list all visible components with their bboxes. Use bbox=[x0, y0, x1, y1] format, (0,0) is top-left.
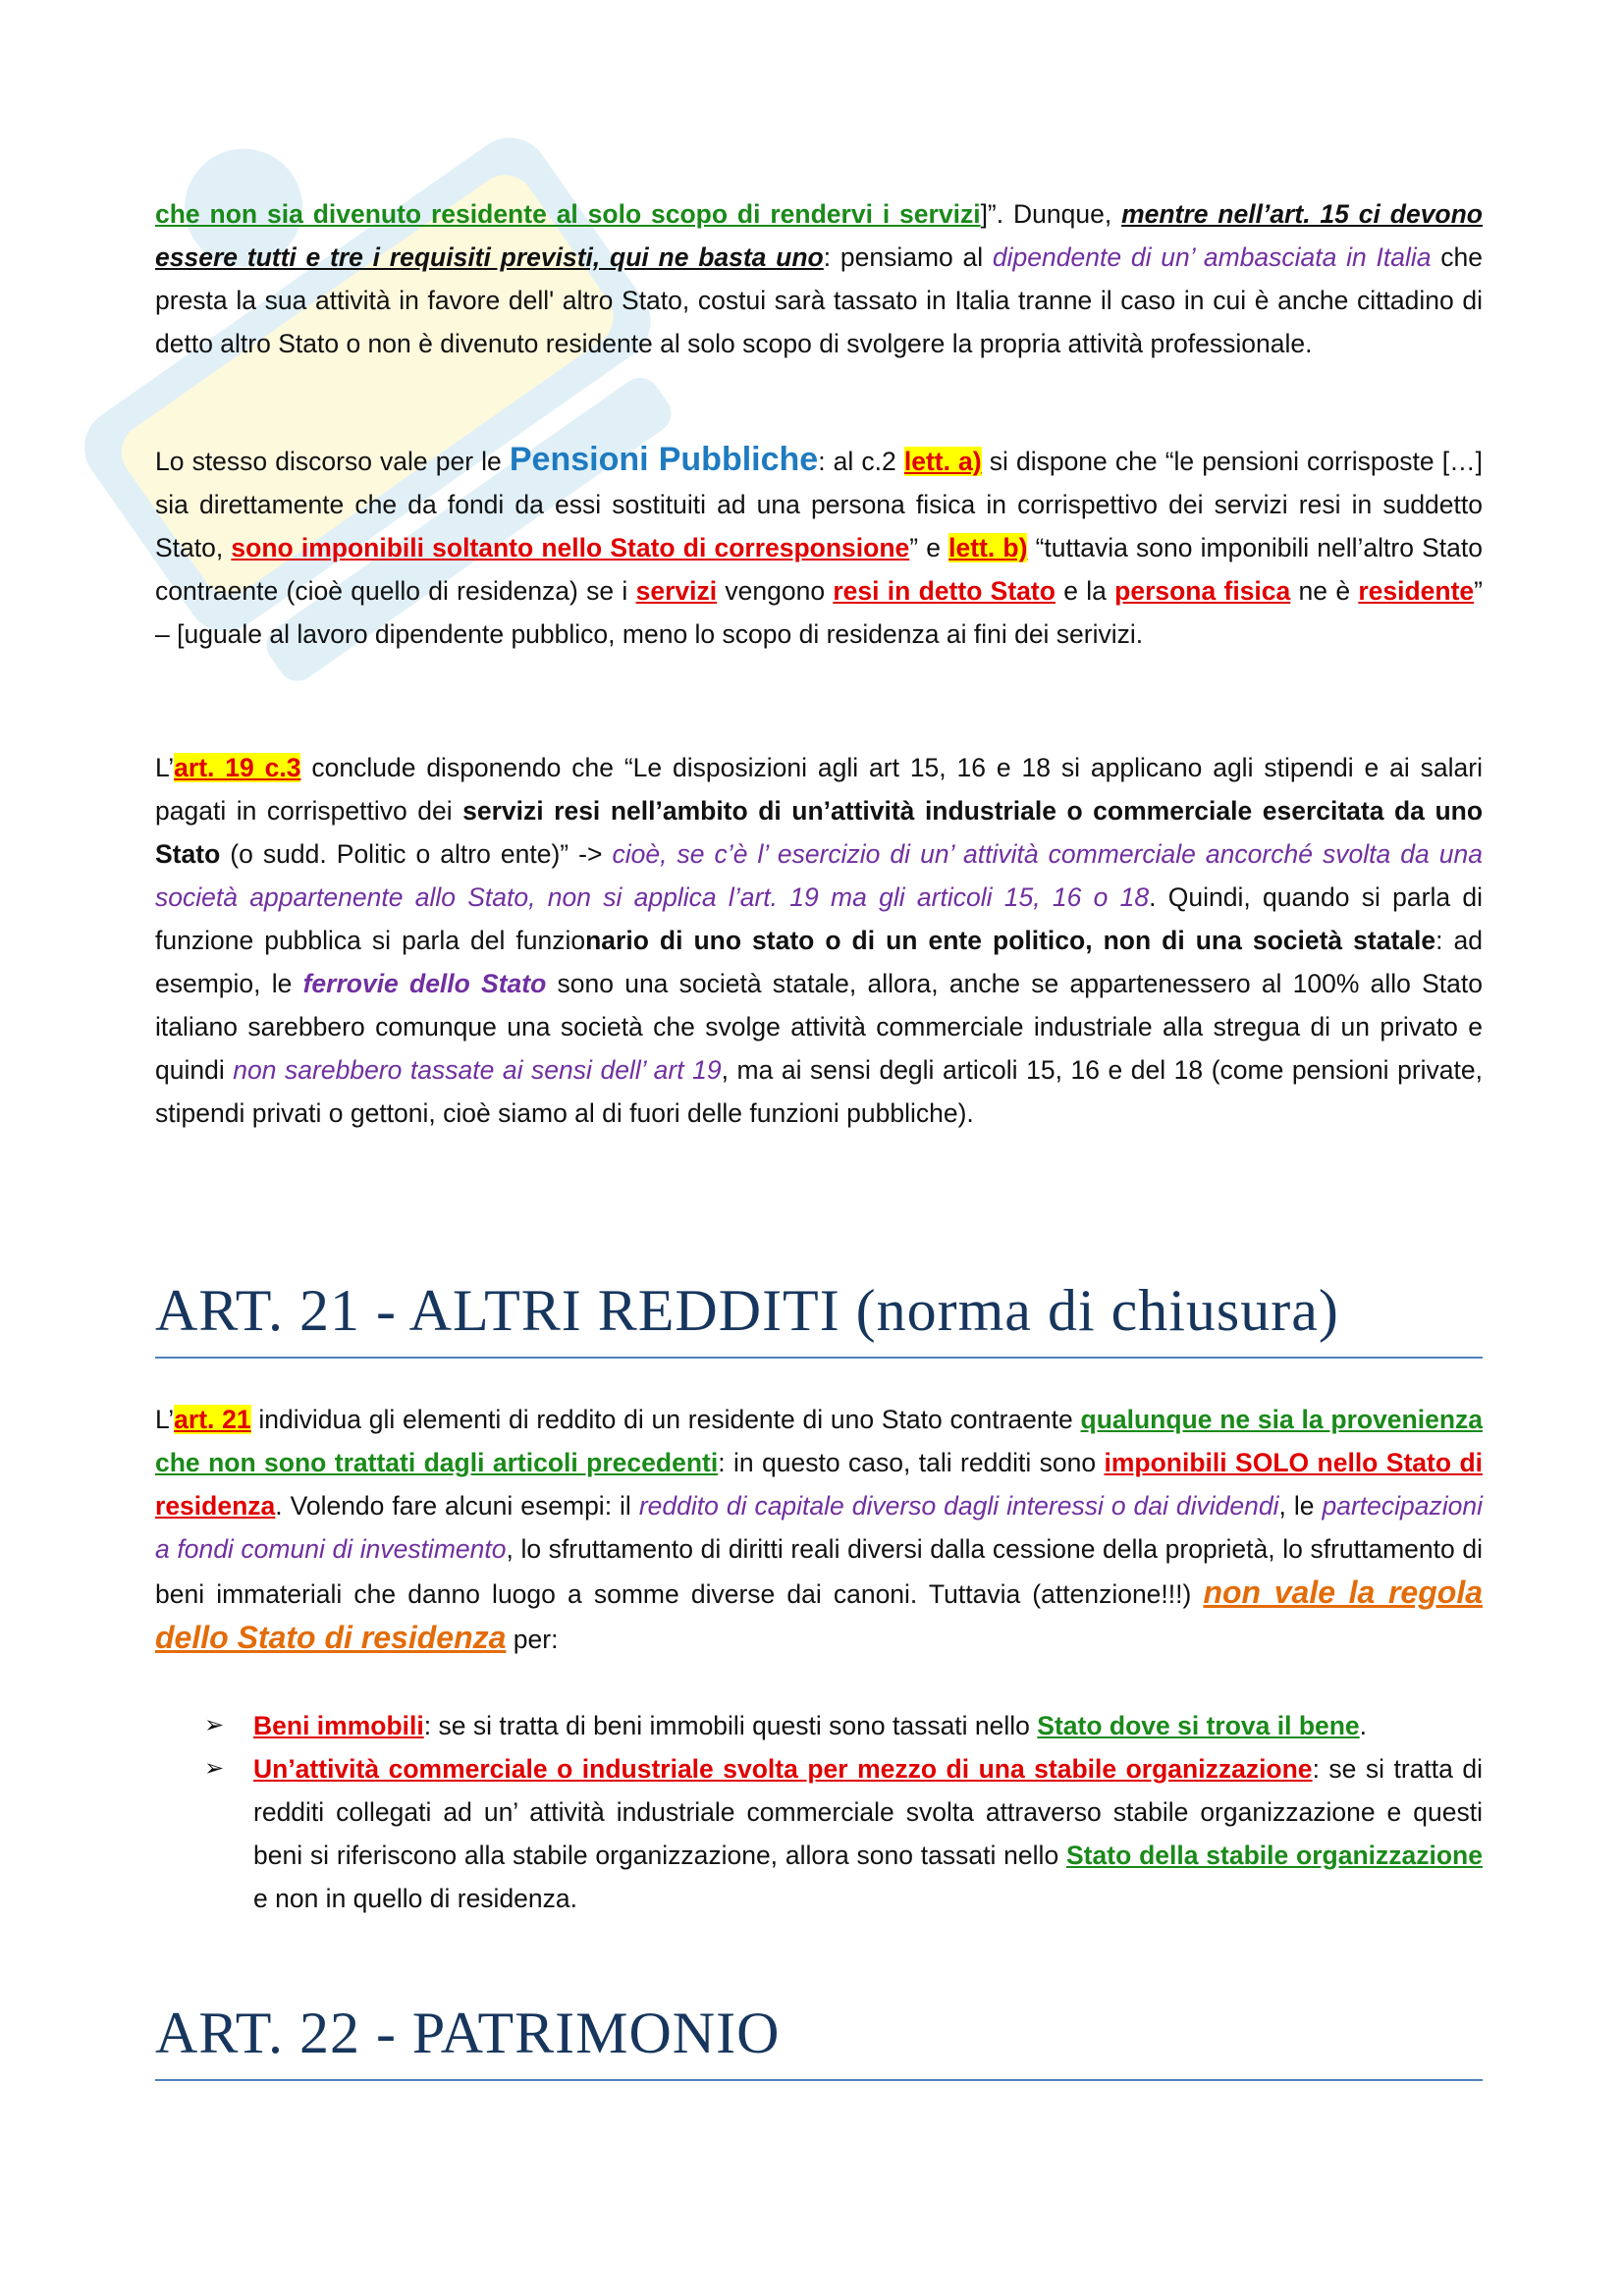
paragraph-pensioni-pubbliche: Lo stesso discorso vale per le Pensioni Pubbliche: al c.2 lett. a) si dispone che “le pensioni corrisposte […] sia direttamente che da fondi da essi sostituiti ad una persona fisica in corrispettivo dei servizi resi in suddetto Stato, sono imponibili soltanto nello Stato di corresponsione” e lett. b) “tuttavia sono imponibili nell’altro Stato contraente (cioè quello di residenza) se i servizi vengono resi in detto Stato e la persona fisica ne è residente” – [uguale al lavoro dipendente pubblico, meno lo scopo di residenza ai fini dei serivizi. bbox=[155, 441, 1483, 649]
highlight-art-21: art. 21 bbox=[174, 1405, 251, 1434]
heading-art-22: ART. 22 - PATRIMONIO bbox=[155, 1999, 1483, 2081]
highlight-art-19-c3: art. 19 c.3 bbox=[174, 753, 301, 782]
list-item: ➢ Un’attività commerciale o industriale svolta per mezzo di una stabile organizzazione: se si tratta di redditi collegati ad un’ attività industriale commerciale svolta attraverso stabile organizzazione e questi beni si riferiscono alla stabile organizzazione, allora sono tassati nello Stato della stabile organizzazione e non in quello di residenza. bbox=[204, 1747, 1483, 1920]
paragraph-art-19-servizi: che non sia divenuto residente al solo scopo di rendervi i servizi]”. Dunque, mentre nell’art. 15 ci devono essere tutti e tre i requisiti previsti, qui ne basta uno: pensiamo al dipendente di un’ ambasciata in Italia che presta la sua attività in favore dell' altro Stato, costui sarà tassato in Italia tranne il caso in cui è anche cittadino di detto altro Stato o non è divenuto residente al solo scopo di svolgere la propria attività professionale. bbox=[155, 199, 1483, 358]
highlight-red: sono imponibili soltanto nello Stato di corresponsione bbox=[231, 533, 910, 562]
paragraph-art-21: L’art. 21 individua gli elementi di reddito di un residente di uno Stato contraente qualunque ne sia la provenienza che non sono trattati dagli articoli precedenti: in questo caso, tali redditi sono imponibili SOLO nello Stato di residenza. Volendo fare alcuni esempi: il reddito di capitale diverso dagli interessi o dai dividendi, le partecipazioni a fondi comuni di investimento, lo sfruttamento di diritti reali diversi dalla cessione della proprietà, lo sfruttamento di beni immateriali che danno luogo a somme diverse dai canoni. Tuttavia (attenzione!!!) non vale la regola dello Stato di residenza per: bbox=[155, 1405, 1484, 1655]
arrow-bullet-icon: ➢ bbox=[204, 1755, 225, 1782]
highlight-green: che non sia divenuto residente al solo scopo di rendervi i servizi bbox=[155, 199, 981, 229]
list-item: ➢ Beni immobili: se si tratta di beni immobili questi sono tassati nello Stato dove si trova il bene. bbox=[204, 1704, 1483, 1747]
example-text: dipendente di un’ ambasciata in Italia bbox=[992, 242, 1432, 272]
highlight-lett-a: lett. a) bbox=[903, 447, 982, 476]
emphasis-text: mentre nell’art. 15 ci devono essere tutti e tre i requisiti previsti, qui ne basta uno bbox=[155, 199, 1483, 272]
heading-art-21: ART. 21 - ALTRI REDDITI (norma di chiusura) bbox=[155, 1276, 1483, 1359]
arrow-bullet-icon: ➢ bbox=[204, 1712, 225, 1738]
keyword-pensioni-pubbliche: Pensioni Pubbliche bbox=[509, 441, 819, 478]
warning-text: non vale la regola dello Stato di residenza bbox=[155, 1575, 1484, 1655]
paragraph-art-19-c3: L’art. 19 c.3 conclude disponendo che “Le disposizioni agli art 15, 16 e 18 si applicano agli stipendi e ai salari pagati in corrispettivo dei servizi resi nell’ambito di un’attività industriale o commerciale esercitata da uno Stato (o sudd. Politic o altro ente)” -> cioè, se c’è l’ esercizio di un’ attività commerciale ancorché svolta da una società appartenente allo Stato, non si applica l’art. 19 ma gli articoli 15, 16 o 18. Quindi, quando si parla di funzione pubblica si parla del funzionario di uno stato o di un ente politico, non di una società statale: ad esempio, le ferrovie dello Stato sono una società statale, allora, anche se appartenessero al 100% allo Stato italiano sarebbero comunque una società che svolge attività commerciale industriale alla stregua di un privato e quindi non sarebbero tassate ai sensi dell’ art 19, ma ai sensi degli articoli 15, 16 e del 18 (come pensioni private, stipendi privati o gettoni, cioè siamo al di fuori delle funzioni pubbliche). bbox=[155, 753, 1484, 1128]
exceptions-list bbox=[204, 1704, 1483, 1920]
highlight-lett-b: lett. b) bbox=[948, 533, 1028, 562]
